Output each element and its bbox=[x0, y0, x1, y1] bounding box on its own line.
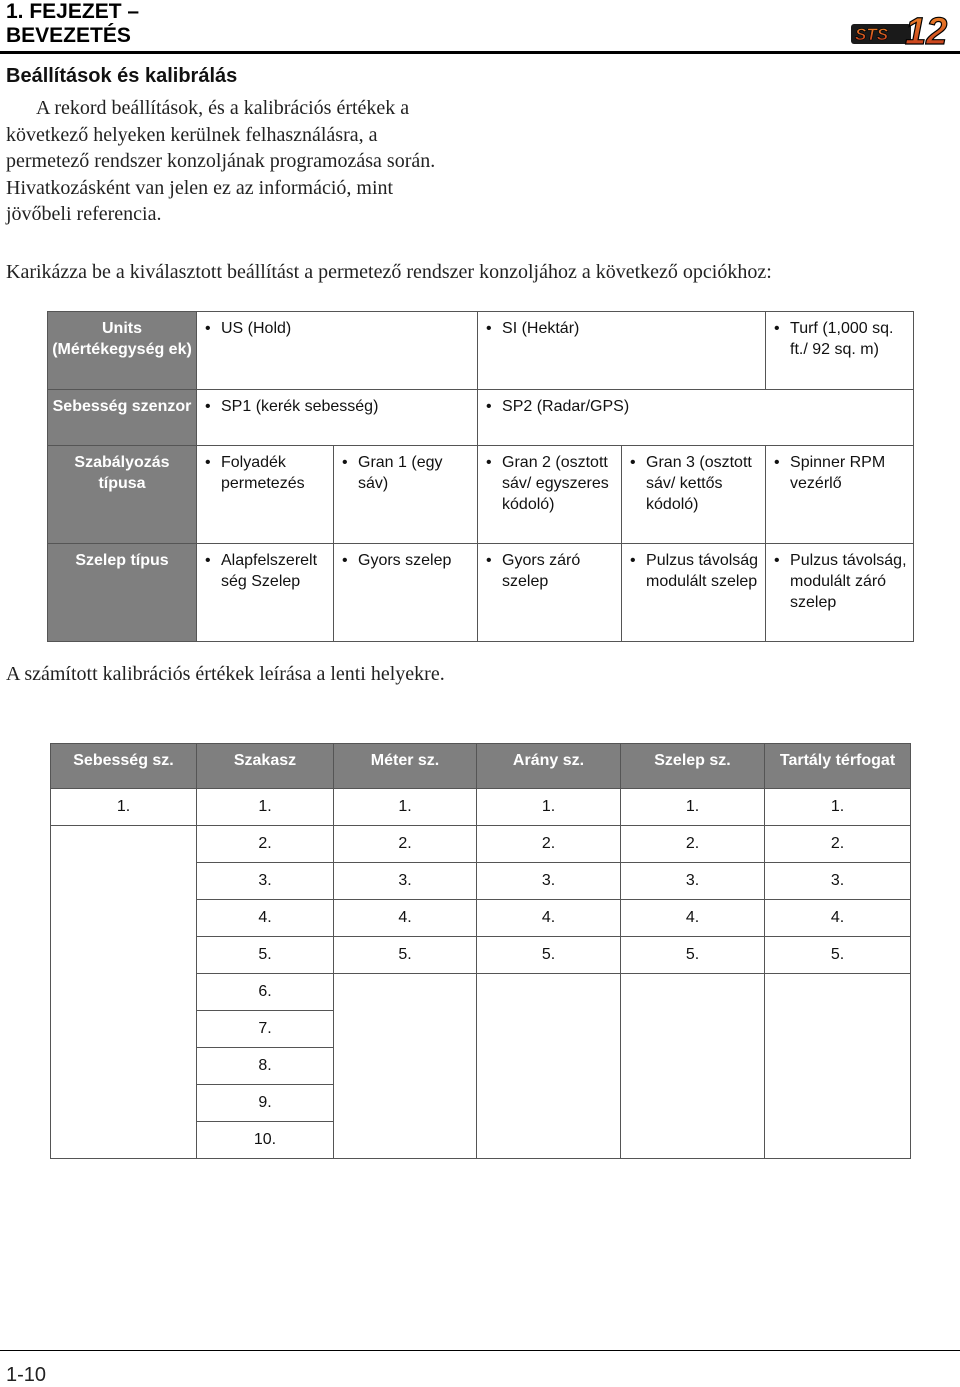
option-spinner[interactable]: • Spinner RPM vezérlő bbox=[766, 446, 914, 544]
meter-cell[interactable]: 3. bbox=[334, 863, 477, 900]
section-cell[interactable]: 3. bbox=[197, 863, 334, 900]
section-cell[interactable]: 5. bbox=[197, 937, 334, 974]
tank-cell[interactable]: 1. bbox=[765, 789, 911, 826]
meter-cell[interactable]: 1. bbox=[334, 789, 477, 826]
table-row bbox=[51, 789, 911, 826]
footer-rule bbox=[0, 1350, 960, 1351]
header-speed: Sebesség sz. bbox=[51, 744, 197, 789]
option-fast-valve[interactable]: • Gyors szelep bbox=[334, 544, 478, 642]
section-cell[interactable]: 6. bbox=[197, 974, 334, 1011]
valve-cell[interactable]: 1. bbox=[621, 789, 765, 826]
tank-empty-cell bbox=[765, 974, 911, 1159]
table-row bbox=[51, 826, 911, 863]
section-cell[interactable]: 1. bbox=[197, 789, 334, 826]
header-section: Szakasz bbox=[197, 744, 334, 789]
option-sp1[interactable]: • SP1 (kerék sebesség) bbox=[197, 390, 478, 446]
valve-cell[interactable]: 4. bbox=[621, 900, 765, 937]
option-standard-valve[interactable]: • Alapfelszerelt ség Szelep bbox=[197, 544, 334, 642]
section-cell[interactable]: 10. bbox=[197, 1122, 334, 1159]
intro-paragraph: A rekord beállítások, és a kalibrációs értékek a következő helyeken kerülnek felhasználásra, a permetező rendszer konzoljának programozása során. Hivatkozásként van jelen ez az információ, mint jövőbeli referencia. bbox=[6, 97, 436, 225]
rate-empty-cell bbox=[477, 974, 621, 1159]
valve-cell[interactable]: 3. bbox=[621, 863, 765, 900]
calibration-table bbox=[50, 743, 911, 1159]
header-valve: Szelep sz. bbox=[621, 744, 765, 789]
speed-row bbox=[48, 390, 914, 446]
control-row bbox=[48, 446, 914, 544]
tank-cell[interactable]: 3. bbox=[765, 863, 911, 900]
rate-cell[interactable]: 3. bbox=[477, 863, 621, 900]
valve-empty-cell bbox=[621, 974, 765, 1159]
section-cell[interactable]: 4. bbox=[197, 900, 334, 937]
chapter-heading-line2: BEVEZETÉS bbox=[6, 24, 131, 47]
option-liquid[interactable]: • Folyadék permetezés bbox=[197, 446, 334, 544]
meter-cell[interactable]: 2. bbox=[334, 826, 477, 863]
instruction-text: Karikázza be a kiválasztott beállítást a permetező rendszer konzoljához a következő opciókhoz: bbox=[6, 261, 772, 283]
section-cell[interactable]: 2. bbox=[197, 826, 334, 863]
header-rule bbox=[0, 51, 960, 54]
speed-empty-cell bbox=[51, 826, 197, 1159]
svg-text:12: 12 bbox=[905, 11, 948, 48]
option-turf[interactable]: • Turf (1,000 sq. ft./ 92 sq. m) bbox=[766, 312, 914, 390]
chapter-heading bbox=[6, 0, 139, 48]
valve-row bbox=[48, 544, 914, 642]
speed-cell[interactable]: 1. bbox=[51, 789, 197, 826]
units-label: Units (Mértékegység ek) bbox=[48, 312, 197, 390]
meter-empty-cell bbox=[334, 974, 477, 1159]
rate-cell[interactable]: 1. bbox=[477, 789, 621, 826]
option-us[interactable]: • US (Hold) bbox=[197, 312, 478, 390]
option-si[interactable]: • SI (Hektár) bbox=[478, 312, 766, 390]
option-gran3[interactable]: • Gran 3 (osztott sáv/ kettős kódoló) bbox=[622, 446, 766, 544]
rate-cell[interactable]: 4. bbox=[477, 900, 621, 937]
option-fast-close-valve[interactable]: • Gyors záró szelep bbox=[478, 544, 622, 642]
calibration-note: A számított kalibrációs értékek leírása a lenti helyekre. bbox=[6, 663, 445, 685]
chapter-heading-line1: 1. FEJEZET – bbox=[6, 0, 140, 23]
calibration-header-row bbox=[51, 744, 911, 789]
option-pwm-close-valve[interactable]: • Pulzus távolság, modulált záró szelep bbox=[766, 544, 914, 642]
header-rate: Arány sz. bbox=[477, 744, 621, 789]
section-cell[interactable]: 9. bbox=[197, 1085, 334, 1122]
tank-cell[interactable]: 5. bbox=[765, 937, 911, 974]
option-sp2[interactable]: • SP2 (Radar/GPS) bbox=[478, 390, 914, 446]
svg-text:STS: STS bbox=[855, 25, 889, 44]
rate-cell[interactable]: 2. bbox=[477, 826, 621, 863]
header-tank: Tartály térfogat bbox=[765, 744, 911, 789]
option-gran1[interactable]: • Gran 1 (egy sáv) bbox=[334, 446, 478, 544]
option-pwm-valve[interactable]: • Pulzus távolság modulált szelep bbox=[622, 544, 766, 642]
tank-cell[interactable]: 2. bbox=[765, 826, 911, 863]
units-row bbox=[48, 312, 914, 390]
meter-cell[interactable]: 4. bbox=[334, 900, 477, 937]
meter-cell[interactable]: 5. bbox=[334, 937, 477, 974]
rate-cell[interactable]: 5. bbox=[477, 937, 621, 974]
option-gran2[interactable]: • Gran 2 (osztott sáv/ egyszeres kódoló) bbox=[478, 446, 622, 544]
header-meter: Méter sz. bbox=[334, 744, 477, 789]
sts12-logo bbox=[851, 10, 953, 48]
speed-label: Sebesség szenzor bbox=[48, 390, 197, 446]
valve-cell[interactable]: 2. bbox=[621, 826, 765, 863]
valve-label: Szelep típus bbox=[48, 544, 197, 642]
settings-table bbox=[47, 311, 914, 642]
section-title: Beállítások és kalibrálás bbox=[6, 65, 238, 87]
tank-cell[interactable]: 4. bbox=[765, 900, 911, 937]
control-label: Szabályozás típusa bbox=[48, 446, 197, 544]
page-number: 1-10 bbox=[6, 1364, 47, 1386]
section-cell[interactable]: 8. bbox=[197, 1048, 334, 1085]
valve-cell[interactable]: 5. bbox=[621, 937, 765, 974]
section-cell[interactable]: 7. bbox=[197, 1011, 334, 1048]
